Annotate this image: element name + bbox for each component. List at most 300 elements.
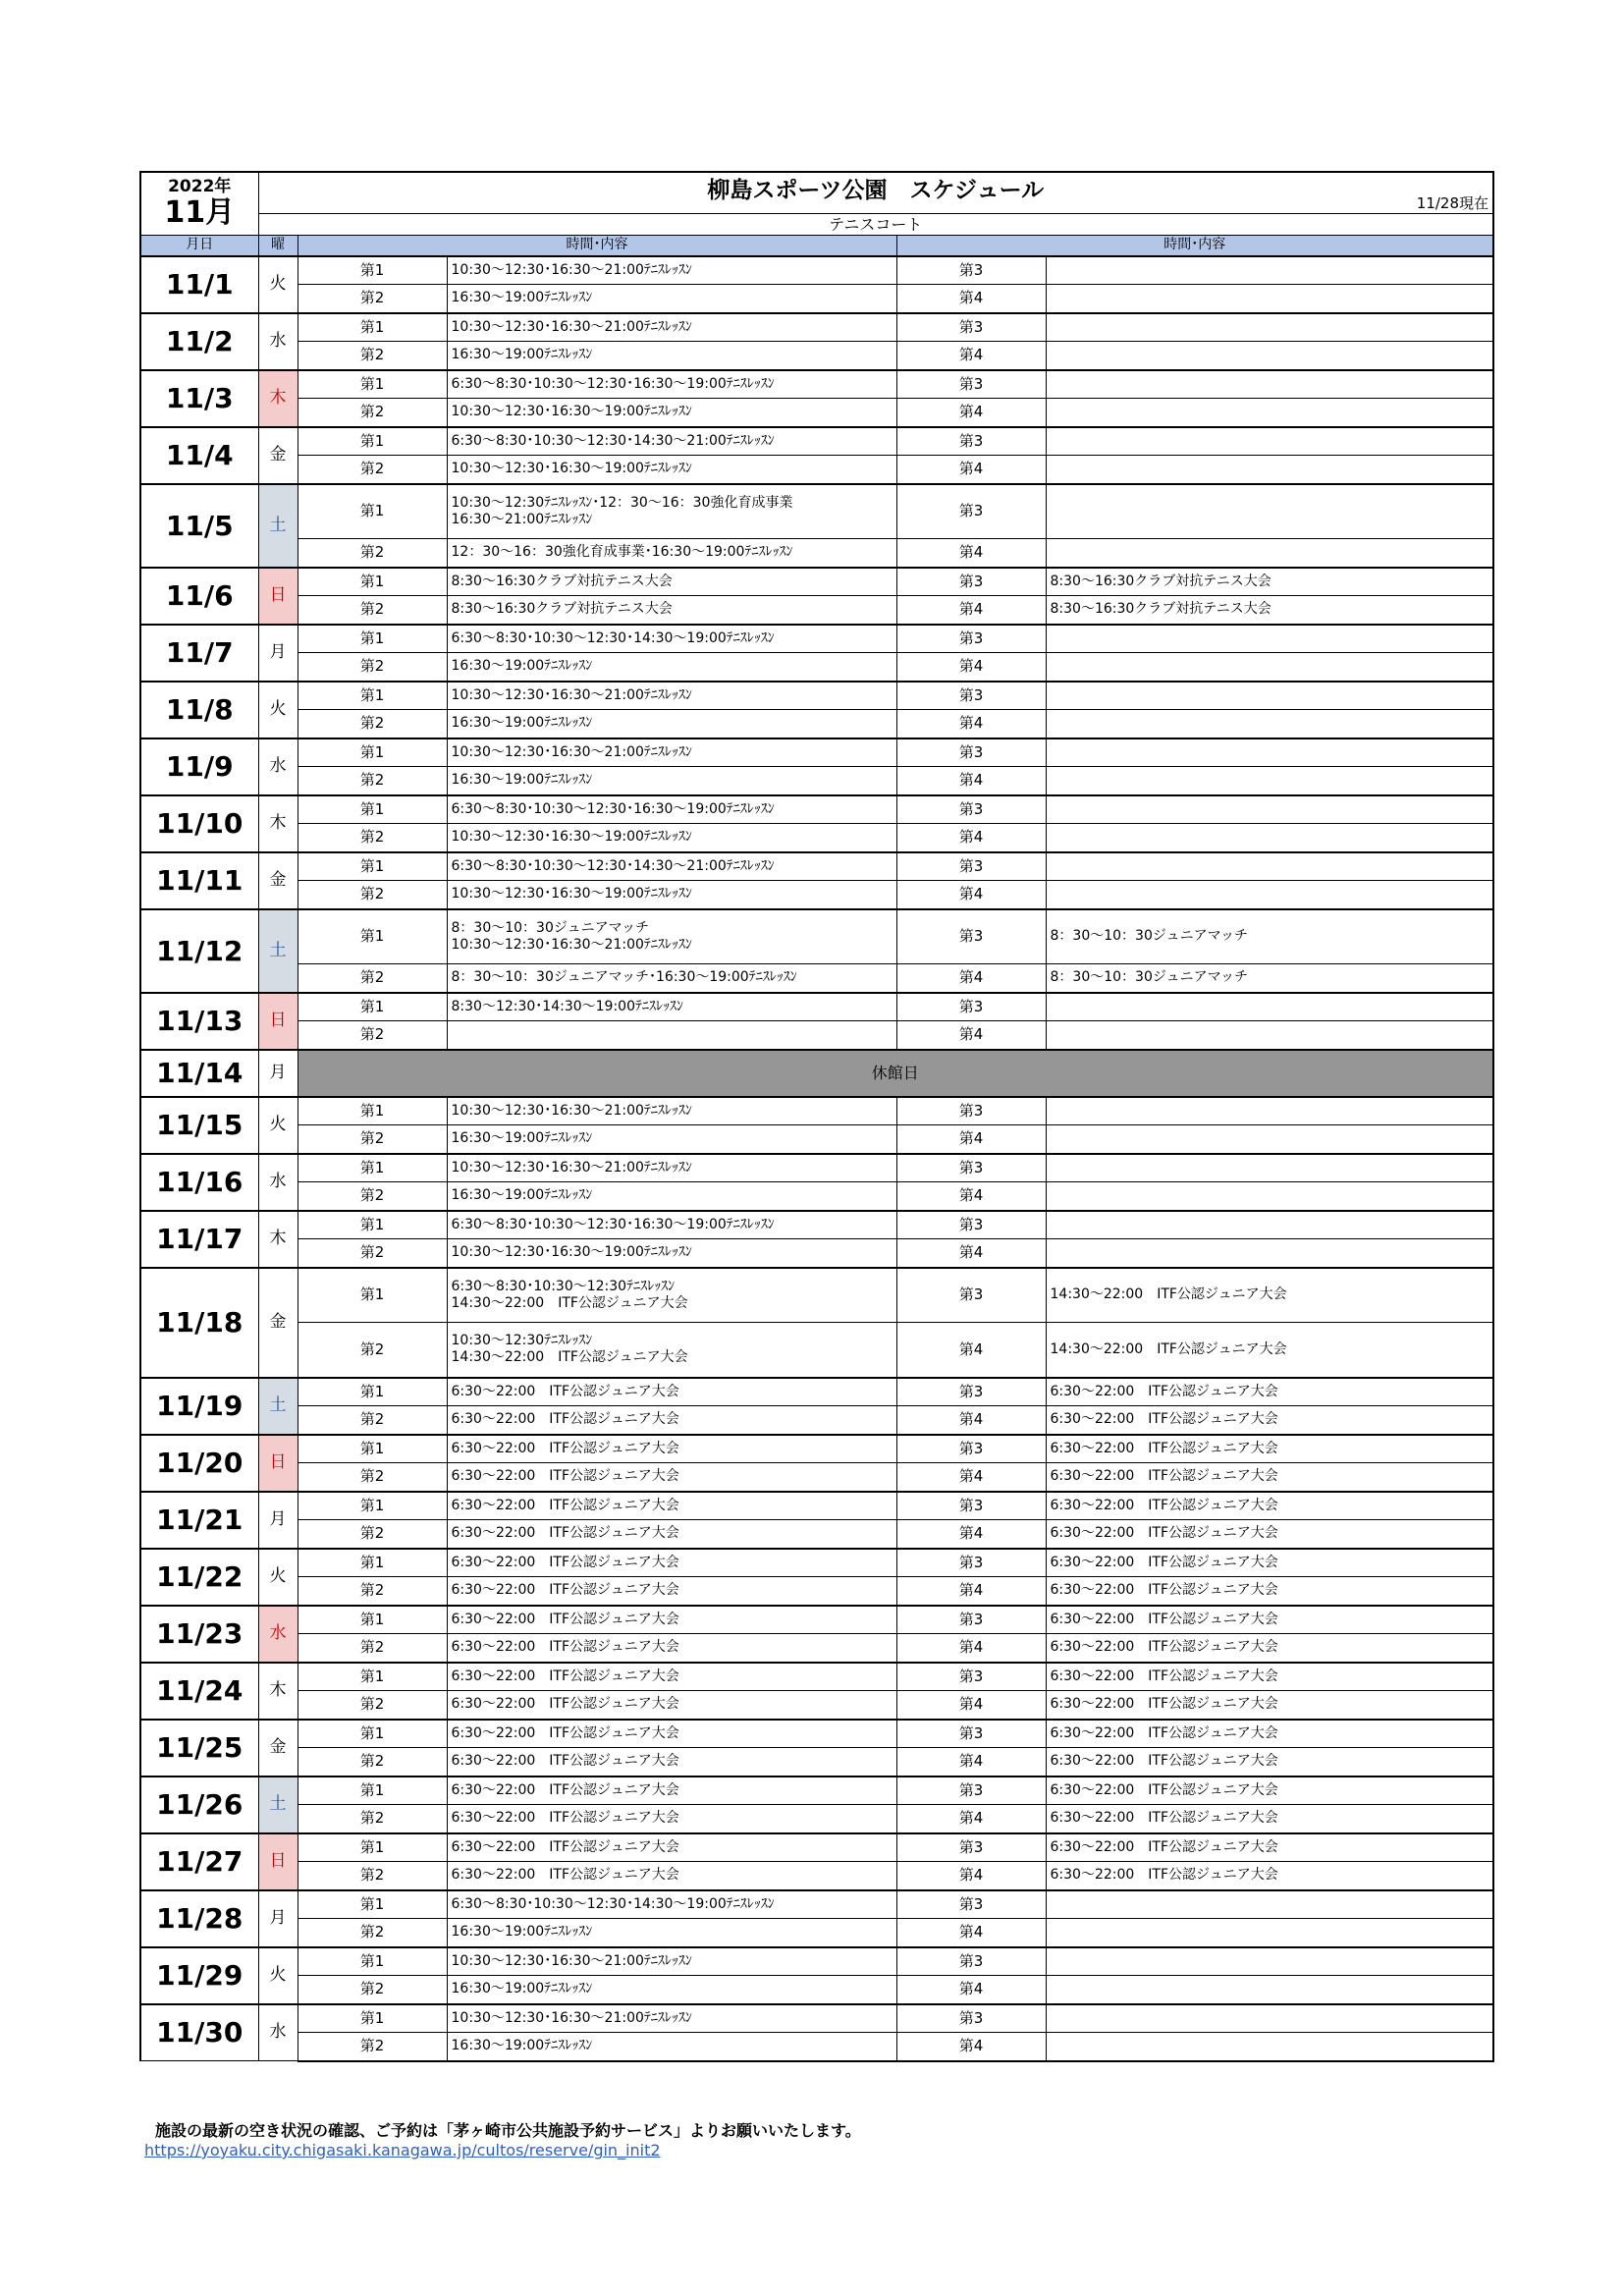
court-label: 第3	[896, 1890, 1046, 1919]
schedule-table	[139, 171, 1494, 2062]
court-content	[447, 1211, 896, 1239]
court-content	[447, 1492, 896, 1520]
day-date: 11/18	[140, 1268, 258, 1378]
day-date: 11/28	[140, 1890, 258, 1947]
court-content-text: 6:30～22:00 ITF公認ジュニア大会	[451, 1724, 679, 1741]
court-content	[1046, 1463, 1493, 1492]
day-of-week: 土	[258, 484, 298, 568]
day-date: 11/10	[140, 795, 258, 852]
court-content	[447, 1862, 896, 1890]
court-content	[1046, 456, 1493, 484]
day-row	[140, 824, 1493, 852]
day-row	[140, 1125, 1493, 1154]
day-date: 11/21	[140, 1492, 258, 1549]
day-of-week: 火	[258, 1549, 298, 1606]
day-row	[140, 313, 1493, 342]
court-label: 第1	[298, 1777, 447, 1805]
court-content	[447, 256, 896, 285]
court-label: 第4	[896, 653, 1046, 682]
day-row	[140, 964, 1493, 993]
court-content	[447, 1268, 896, 1323]
day-row	[140, 1154, 1493, 1182]
court-label: 第3	[896, 1268, 1046, 1323]
court-label: 第4	[896, 1406, 1046, 1435]
footnote: 施設の最新の空き状況の確認、ご予約は「茅ヶ崎市公共施設予約サービス」よりお願いいたします。	[155, 2121, 861, 2140]
court-label: 第4	[896, 1520, 1046, 1549]
court-label: 第2	[298, 399, 447, 427]
court-content-text: 6:30～22:00 ITF公認ジュニア大会	[451, 1867, 679, 1884]
court-content-text: 10:30～12:30･16:30～21:00ﾃﾆｽﾚｯｽﾝ	[451, 1952, 692, 1969]
court-content	[1046, 342, 1493, 370]
court-label: 第3	[896, 313, 1046, 342]
court-label: 第3	[896, 1378, 1046, 1406]
court-content	[447, 1663, 896, 1691]
day-date: 11/1	[140, 256, 258, 313]
day-row	[140, 1435, 1493, 1463]
day-date: 11/9	[140, 738, 258, 795]
court-content-text: 6:30～22:00 ITF公認ジュニア大会	[451, 1468, 679, 1485]
court-label: 第2	[298, 1463, 447, 1492]
court-content-text: 6:30～22:00 ITF公認ジュニア大会	[451, 1554, 679, 1570]
court-label: 第2	[298, 1805, 447, 1833]
court-content-text: 16:30～19:00ﾃﾆｽﾚｯｽﾝ	[451, 1187, 593, 1204]
day-of-week: 月	[258, 1492, 298, 1549]
court-label: 第4	[896, 1919, 1046, 1947]
day-row	[140, 370, 1493, 399]
court-label: 第1	[298, 1890, 447, 1919]
court-content-text: 8：30～10：30ジュニアマッチ 10:30～12:30･16:30～21:00ﾃﾆｽﾚｯｽﾝ	[451, 919, 692, 953]
day-of-week: 月	[258, 1890, 298, 1947]
court-content	[1046, 1021, 1493, 1050]
court-label: 第1	[298, 1268, 447, 1323]
court-content-text: 10:30～12:30･16:30～21:00ﾃﾆｽﾚｯｽﾝ	[451, 261, 692, 278]
day-of-week: 木	[258, 1663, 298, 1720]
court-content-text: 10:30～12:30･16:30～21:00ﾃﾆｽﾚｯｽﾝ	[451, 743, 692, 760]
court-content-text: 6:30～22:00 ITF公認ジュニア大会	[451, 1639, 679, 1656]
day-date: 11/17	[140, 1211, 258, 1268]
court-label: 第2	[298, 1125, 447, 1154]
court-content	[447, 1154, 896, 1182]
court-label: 第4	[896, 1577, 1046, 1606]
court-content-text: 6:30～22:00 ITF公認ジュニア大会	[1050, 1440, 1278, 1456]
day-row	[140, 1947, 1493, 1976]
court-content	[447, 1097, 896, 1125]
day-date: 11/6	[140, 568, 258, 625]
court-label: 第4	[896, 596, 1046, 625]
court-label: 第1	[298, 852, 447, 881]
court-content	[1046, 539, 1493, 568]
day-row	[140, 1520, 1493, 1549]
court-content	[447, 596, 896, 625]
court-label: 第1	[298, 909, 447, 964]
court-content-text: 6:30～22:00 ITF公認ジュニア大会	[1050, 1724, 1278, 1741]
court-content-text: 6:30～22:00 ITF公認ジュニア大会	[451, 1582, 679, 1599]
court-label: 第4	[896, 1862, 1046, 1890]
court-content	[447, 1239, 896, 1268]
court-label: 第2	[298, 1862, 447, 1890]
court-label: 第2	[298, 1239, 447, 1268]
court-label: 第3	[896, 1435, 1046, 1463]
court-content	[1046, 964, 1493, 993]
court-label: 第2	[298, 2033, 447, 2061]
court-content-text: 8:30～16:30クラブ対抗テニス大会	[1050, 601, 1271, 618]
court-content-text: 8:30～16:30クラブ対抗テニス大会	[451, 573, 673, 589]
court-content-text: 6:30～22:00 ITF公認ジュニア大会	[451, 1440, 679, 1456]
court-content	[1046, 738, 1493, 767]
header-date: 月日	[140, 235, 258, 256]
court-content	[447, 1805, 896, 1833]
day-date: 11/26	[140, 1777, 258, 1833]
court-content-text: 6:30～8:30･10:30～12:30･14:30～19:00ﾃﾆｽﾚｯｽﾝ	[451, 1895, 775, 1912]
day-of-week: 月	[258, 625, 298, 682]
court-label: 第2	[298, 342, 447, 370]
court-content-text: 6:30～22:00 ITF公認ジュニア大会	[451, 1696, 679, 1713]
day-row	[140, 1634, 1493, 1663]
court-content-text: 16:30～19:00ﾃﾆｽﾚｯｽﾝ	[451, 347, 593, 363]
court-content	[447, 539, 896, 568]
court-content-text: 10:30～12:30･16:30～19:00ﾃﾆｽﾚｯｽﾝ	[451, 829, 692, 846]
day-of-week: 水	[258, 1154, 298, 1211]
court-label: 第1	[298, 1663, 447, 1691]
day-row	[140, 285, 1493, 313]
court-label: 第4	[896, 2033, 1046, 2061]
court-label: 第1	[298, 1378, 447, 1406]
court-content	[1046, 1378, 1493, 1406]
court-content-text: 6:30～22:00 ITF公認ジュニア大会	[1050, 1411, 1278, 1428]
as-of-date: 11/28現在	[1416, 193, 1489, 212]
title-cell	[258, 172, 1493, 213]
court-label: 第2	[298, 1406, 447, 1435]
court-content	[1046, 1748, 1493, 1777]
court-content-text: 8：30～10：30ジュニアマッチ	[1050, 928, 1249, 945]
court-content-text: 10:30～12:30･16:30～19:00ﾃﾆｽﾚｯｽﾝ	[451, 404, 692, 420]
day-row	[140, 427, 1493, 456]
court-content-text: 6:30～22:00 ITF公認ジュニア大会	[1050, 1810, 1278, 1827]
court-label: 第4	[896, 1976, 1046, 2004]
court-content	[447, 993, 896, 1021]
court-content	[1046, 1720, 1493, 1748]
day-row	[140, 1182, 1493, 1211]
court-label: 第3	[896, 1097, 1046, 1125]
day-row	[140, 1492, 1493, 1520]
day-of-week: 火	[258, 256, 298, 313]
court-content	[447, 342, 896, 370]
court-content	[447, 1947, 896, 1976]
header-content-right: 時間･内容	[896, 235, 1493, 256]
court-content	[1046, 824, 1493, 852]
court-label: 第2	[298, 1634, 447, 1663]
court-content-text: 8:30～16:30クラブ対抗テニス大会	[1050, 573, 1271, 589]
day-row	[140, 539, 1493, 568]
court-content	[447, 795, 896, 824]
day-row	[140, 2033, 1493, 2061]
court-content-text: 10:30～12:30･16:30～21:00ﾃﾆｽﾚｯｽﾝ	[451, 1102, 692, 1119]
day-of-week: 水	[258, 2004, 298, 2061]
court-content	[1046, 427, 1493, 456]
day-of-week: 金	[258, 1720, 298, 1777]
day-row	[140, 682, 1493, 710]
day-of-week: 日	[258, 568, 298, 625]
court-content	[1046, 1976, 1493, 2004]
day-row	[140, 1862, 1493, 1890]
day-of-week: 水	[258, 1606, 298, 1663]
court-content-text: 16:30～19:00ﾃﾆｽﾚｯｽﾝ	[451, 290, 593, 306]
day-row	[140, 653, 1493, 682]
court-content	[447, 738, 896, 767]
court-label: 第3	[896, 1777, 1046, 1805]
schedule-sheet	[139, 171, 1492, 2062]
court-content	[1046, 1833, 1493, 1862]
court-content	[1046, 767, 1493, 795]
day-date: 11/11	[140, 852, 258, 909]
court-label: 第2	[298, 1691, 447, 1720]
court-content-text: 6:30～22:00 ITF公認ジュニア大会	[1050, 1383, 1278, 1399]
court-content	[447, 1435, 896, 1463]
court-label: 第4	[896, 824, 1046, 852]
court-label: 第3	[896, 625, 1046, 653]
court-content-text: 6:30～22:00 ITF公認ジュニア大会	[451, 1497, 679, 1513]
court-content-text: 6:30～22:00 ITF公認ジュニア大会	[1050, 1781, 1278, 1798]
court-label: 第1	[298, 2004, 447, 2033]
court-content-text: 16:30～19:00ﾃﾆｽﾚｯｽﾝ	[451, 1130, 593, 1147]
closed-notice: 休館日	[298, 1050, 1493, 1097]
court-label: 第4	[896, 285, 1046, 313]
court-label: 第2	[298, 1919, 447, 1947]
court-content	[447, 824, 896, 852]
court-content	[1046, 1323, 1493, 1378]
day-row	[140, 568, 1493, 596]
court-label: 第1	[298, 370, 447, 399]
court-content	[1046, 1154, 1493, 1182]
day-of-week: 金	[258, 852, 298, 909]
day-row	[140, 1268, 1493, 1323]
court-content	[1046, 1406, 1493, 1435]
court-content	[447, 1378, 896, 1406]
court-content	[1046, 1862, 1493, 1890]
day-row	[140, 342, 1493, 370]
court-label: 第1	[298, 1720, 447, 1748]
court-label: 第1	[298, 1211, 447, 1239]
court-label: 第1	[298, 795, 447, 824]
court-label: 第2	[298, 285, 447, 313]
day-row	[140, 456, 1493, 484]
court-label: 第4	[896, 964, 1046, 993]
court-content-text: 6:30～22:00 ITF公認ジュニア大会	[451, 1383, 679, 1399]
court-label: 第3	[896, 568, 1046, 596]
day-row	[140, 1663, 1493, 1691]
court-content	[1046, 1947, 1493, 1976]
day-row	[140, 1890, 1493, 1919]
court-content	[1046, 596, 1493, 625]
court-content-text: 10:30～12:30･16:30～21:00ﾃﾆｽﾚｯｽﾝ	[451, 318, 692, 335]
court-content	[1046, 653, 1493, 682]
court-content	[447, 1777, 896, 1805]
month-label: 11月	[164, 195, 236, 231]
court-label: 第1	[298, 1606, 447, 1634]
day-date: 11/4	[140, 427, 258, 484]
court-content	[447, 682, 896, 710]
day-of-week: 日	[258, 993, 298, 1050]
court-content	[447, 1720, 896, 1748]
day-row	[140, 1691, 1493, 1720]
court-content-text: 6:30～22:00 ITF公認ジュニア大会	[1050, 1639, 1278, 1656]
day-row	[140, 1323, 1493, 1378]
court-label: 第1	[298, 1947, 447, 1976]
court-content-text: 10:30～12:30･16:30～21:00ﾃﾆｽﾚｯｽﾝ	[451, 1159, 692, 1175]
day-date: 11/23	[140, 1606, 258, 1663]
court-label: 第4	[896, 881, 1046, 909]
reservation-link[interactable]: https://yoyaku.city.chigasaki.kanagawa.jp/cultos/reserve/gin_init2	[144, 2141, 661, 2159]
court-content-text: 6:30～22:00 ITF公認ジュニア大会	[1050, 1525, 1278, 1542]
court-label: 第4	[896, 399, 1046, 427]
day-date: 11/22	[140, 1549, 258, 1606]
court-content-text: 6:30～22:00 ITF公認ジュニア大会	[1050, 1667, 1278, 1684]
court-content	[1046, 682, 1493, 710]
court-label: 第2	[298, 824, 447, 852]
day-row	[140, 1577, 1493, 1606]
court-label: 第3	[896, 993, 1046, 1021]
court-content	[1046, 1492, 1493, 1520]
day-row	[140, 1720, 1493, 1748]
court-content	[1046, 1435, 1493, 1463]
court-label: 第4	[896, 710, 1046, 738]
day-of-week: 日	[258, 1833, 298, 1890]
court-label: 第4	[896, 1691, 1046, 1720]
court-label: 第3	[896, 795, 1046, 824]
day-row	[140, 738, 1493, 767]
court-content	[1046, 1777, 1493, 1805]
court-content	[447, 1406, 896, 1435]
court-label: 第4	[896, 1805, 1046, 1833]
day-row	[140, 625, 1493, 653]
court-content-text: 8:30～16:30クラブ対抗テニス大会	[451, 601, 673, 618]
day-row	[140, 1748, 1493, 1777]
court-content	[1046, 881, 1493, 909]
day-date: 11/29	[140, 1947, 258, 2004]
court-content	[447, 1833, 896, 1862]
court-content-text: 6:30～22:00 ITF公認ジュニア大会	[451, 1781, 679, 1798]
facility-name: テニスコート	[258, 213, 1493, 235]
day-of-week: 土	[258, 1378, 298, 1435]
day-of-week: 水	[258, 313, 298, 370]
day-of-week: 金	[258, 1268, 298, 1378]
day-of-week: 月	[258, 1050, 298, 1097]
day-row	[140, 399, 1493, 427]
court-label: 第4	[896, 1182, 1046, 1211]
year-label: 2022年	[168, 177, 232, 197]
court-content-text: 16:30～19:00ﾃﾆｽﾚｯｽﾝ	[451, 715, 593, 732]
court-content	[1046, 1211, 1493, 1239]
court-content-text: 14:30～22:00 ITF公認ジュニア大会	[1050, 1340, 1287, 1357]
day-date: 11/5	[140, 484, 258, 568]
day-date: 11/30	[140, 2004, 258, 2061]
day-row	[140, 1211, 1493, 1239]
court-label: 第4	[896, 342, 1046, 370]
court-label: 第4	[896, 767, 1046, 795]
court-content	[1046, 909, 1493, 964]
day-row	[140, 1919, 1493, 1947]
day-of-week: 火	[258, 1947, 298, 2004]
court-label: 第2	[298, 1520, 447, 1549]
court-label: 第1	[298, 1435, 447, 1463]
court-content	[1046, 1549, 1493, 1577]
day-date: 11/12	[140, 909, 258, 993]
court-label: 第2	[298, 767, 447, 795]
court-content	[447, 1691, 896, 1720]
court-content-text: 10:30～12:30･16:30～19:00ﾃﾆｽﾚｯｽﾝ	[451, 461, 692, 477]
court-label: 第3	[896, 1549, 1046, 1577]
court-label: 第3	[896, 1211, 1046, 1239]
day-date: 11/2	[140, 313, 258, 370]
court-label: 第1	[298, 484, 447, 539]
court-content-text: 10:30～12:30ﾃﾆｽﾚｯｽﾝ 14:30～22:00 ITF公認ジュニア大会	[451, 1333, 688, 1366]
day-row	[140, 1606, 1493, 1634]
court-label: 第2	[298, 1021, 447, 1050]
court-label: 第1	[298, 256, 447, 285]
day-row	[140, 1833, 1493, 1862]
court-content-text: 6:30～22:00 ITF公認ジュニア大会	[451, 1525, 679, 1542]
court-content-text: 6:30～22:00 ITF公認ジュニア大会	[1050, 1582, 1278, 1599]
court-content	[1046, 399, 1493, 427]
court-content	[1046, 1606, 1493, 1634]
court-label: 第2	[298, 1182, 447, 1211]
court-content	[1046, 1182, 1493, 1211]
day-date: 11/8	[140, 682, 258, 738]
court-content-text: 16:30～19:00ﾃﾆｽﾚｯｽﾝ	[451, 658, 593, 675]
court-content	[447, 653, 896, 682]
court-content	[447, 484, 896, 539]
court-content	[1046, 1805, 1493, 1833]
court-label: 第3	[896, 909, 1046, 964]
day-date: 11/20	[140, 1435, 258, 1492]
court-content-text: 16:30～19:00ﾃﾆｽﾚｯｽﾝ	[451, 1981, 593, 1997]
court-label: 第1	[298, 1097, 447, 1125]
court-content	[447, 313, 896, 342]
court-content-text: 6:30～8:30･10:30～12:30･16:30～19:00ﾃﾆｽﾚｯｽﾝ	[451, 1216, 775, 1232]
day-row	[140, 852, 1493, 881]
court-content	[447, 710, 896, 738]
court-label: 第2	[298, 653, 447, 682]
court-content	[1046, 1520, 1493, 1549]
day-row	[140, 1097, 1493, 1125]
court-content-text: 6:30～22:00 ITF公認ジュニア大会	[451, 1411, 679, 1428]
court-label: 第4	[896, 1125, 1046, 1154]
court-content	[447, 2004, 896, 2033]
court-label: 第3	[896, 1663, 1046, 1691]
court-content-text: 6:30～22:00 ITF公認ジュニア大会	[1050, 1696, 1278, 1713]
day-of-week: 木	[258, 1211, 298, 1268]
day-date: 11/15	[140, 1097, 258, 1154]
court-label: 第2	[298, 1976, 447, 2004]
court-content-text: 6:30～22:00 ITF公認ジュニア大会	[451, 1838, 679, 1855]
court-content-text: 8：30～10：30ジュニアマッチ･16:30～19:00ﾃﾆｽﾚｯｽﾝ	[451, 969, 797, 986]
court-content	[447, 456, 896, 484]
day-date: 11/14	[140, 1050, 258, 1097]
court-content	[447, 1577, 896, 1606]
day-of-week: 木	[258, 795, 298, 852]
day-row	[140, 1021, 1493, 1050]
court-content-text: 6:30～8:30･10:30～12:30ﾃﾆｽﾚｯｽﾝ 14:30～22:00 ITF公認ジュニア大会	[451, 1278, 688, 1311]
court-content	[447, 1634, 896, 1663]
court-content	[1046, 313, 1493, 342]
day-row-closed	[140, 1050, 1493, 1097]
court-label: 第3	[896, 484, 1046, 539]
header-row	[140, 235, 1493, 256]
day-of-week: 金	[258, 427, 298, 484]
court-label: 第2	[298, 539, 447, 568]
court-label: 第3	[896, 370, 1046, 399]
court-content	[1046, 370, 1493, 399]
